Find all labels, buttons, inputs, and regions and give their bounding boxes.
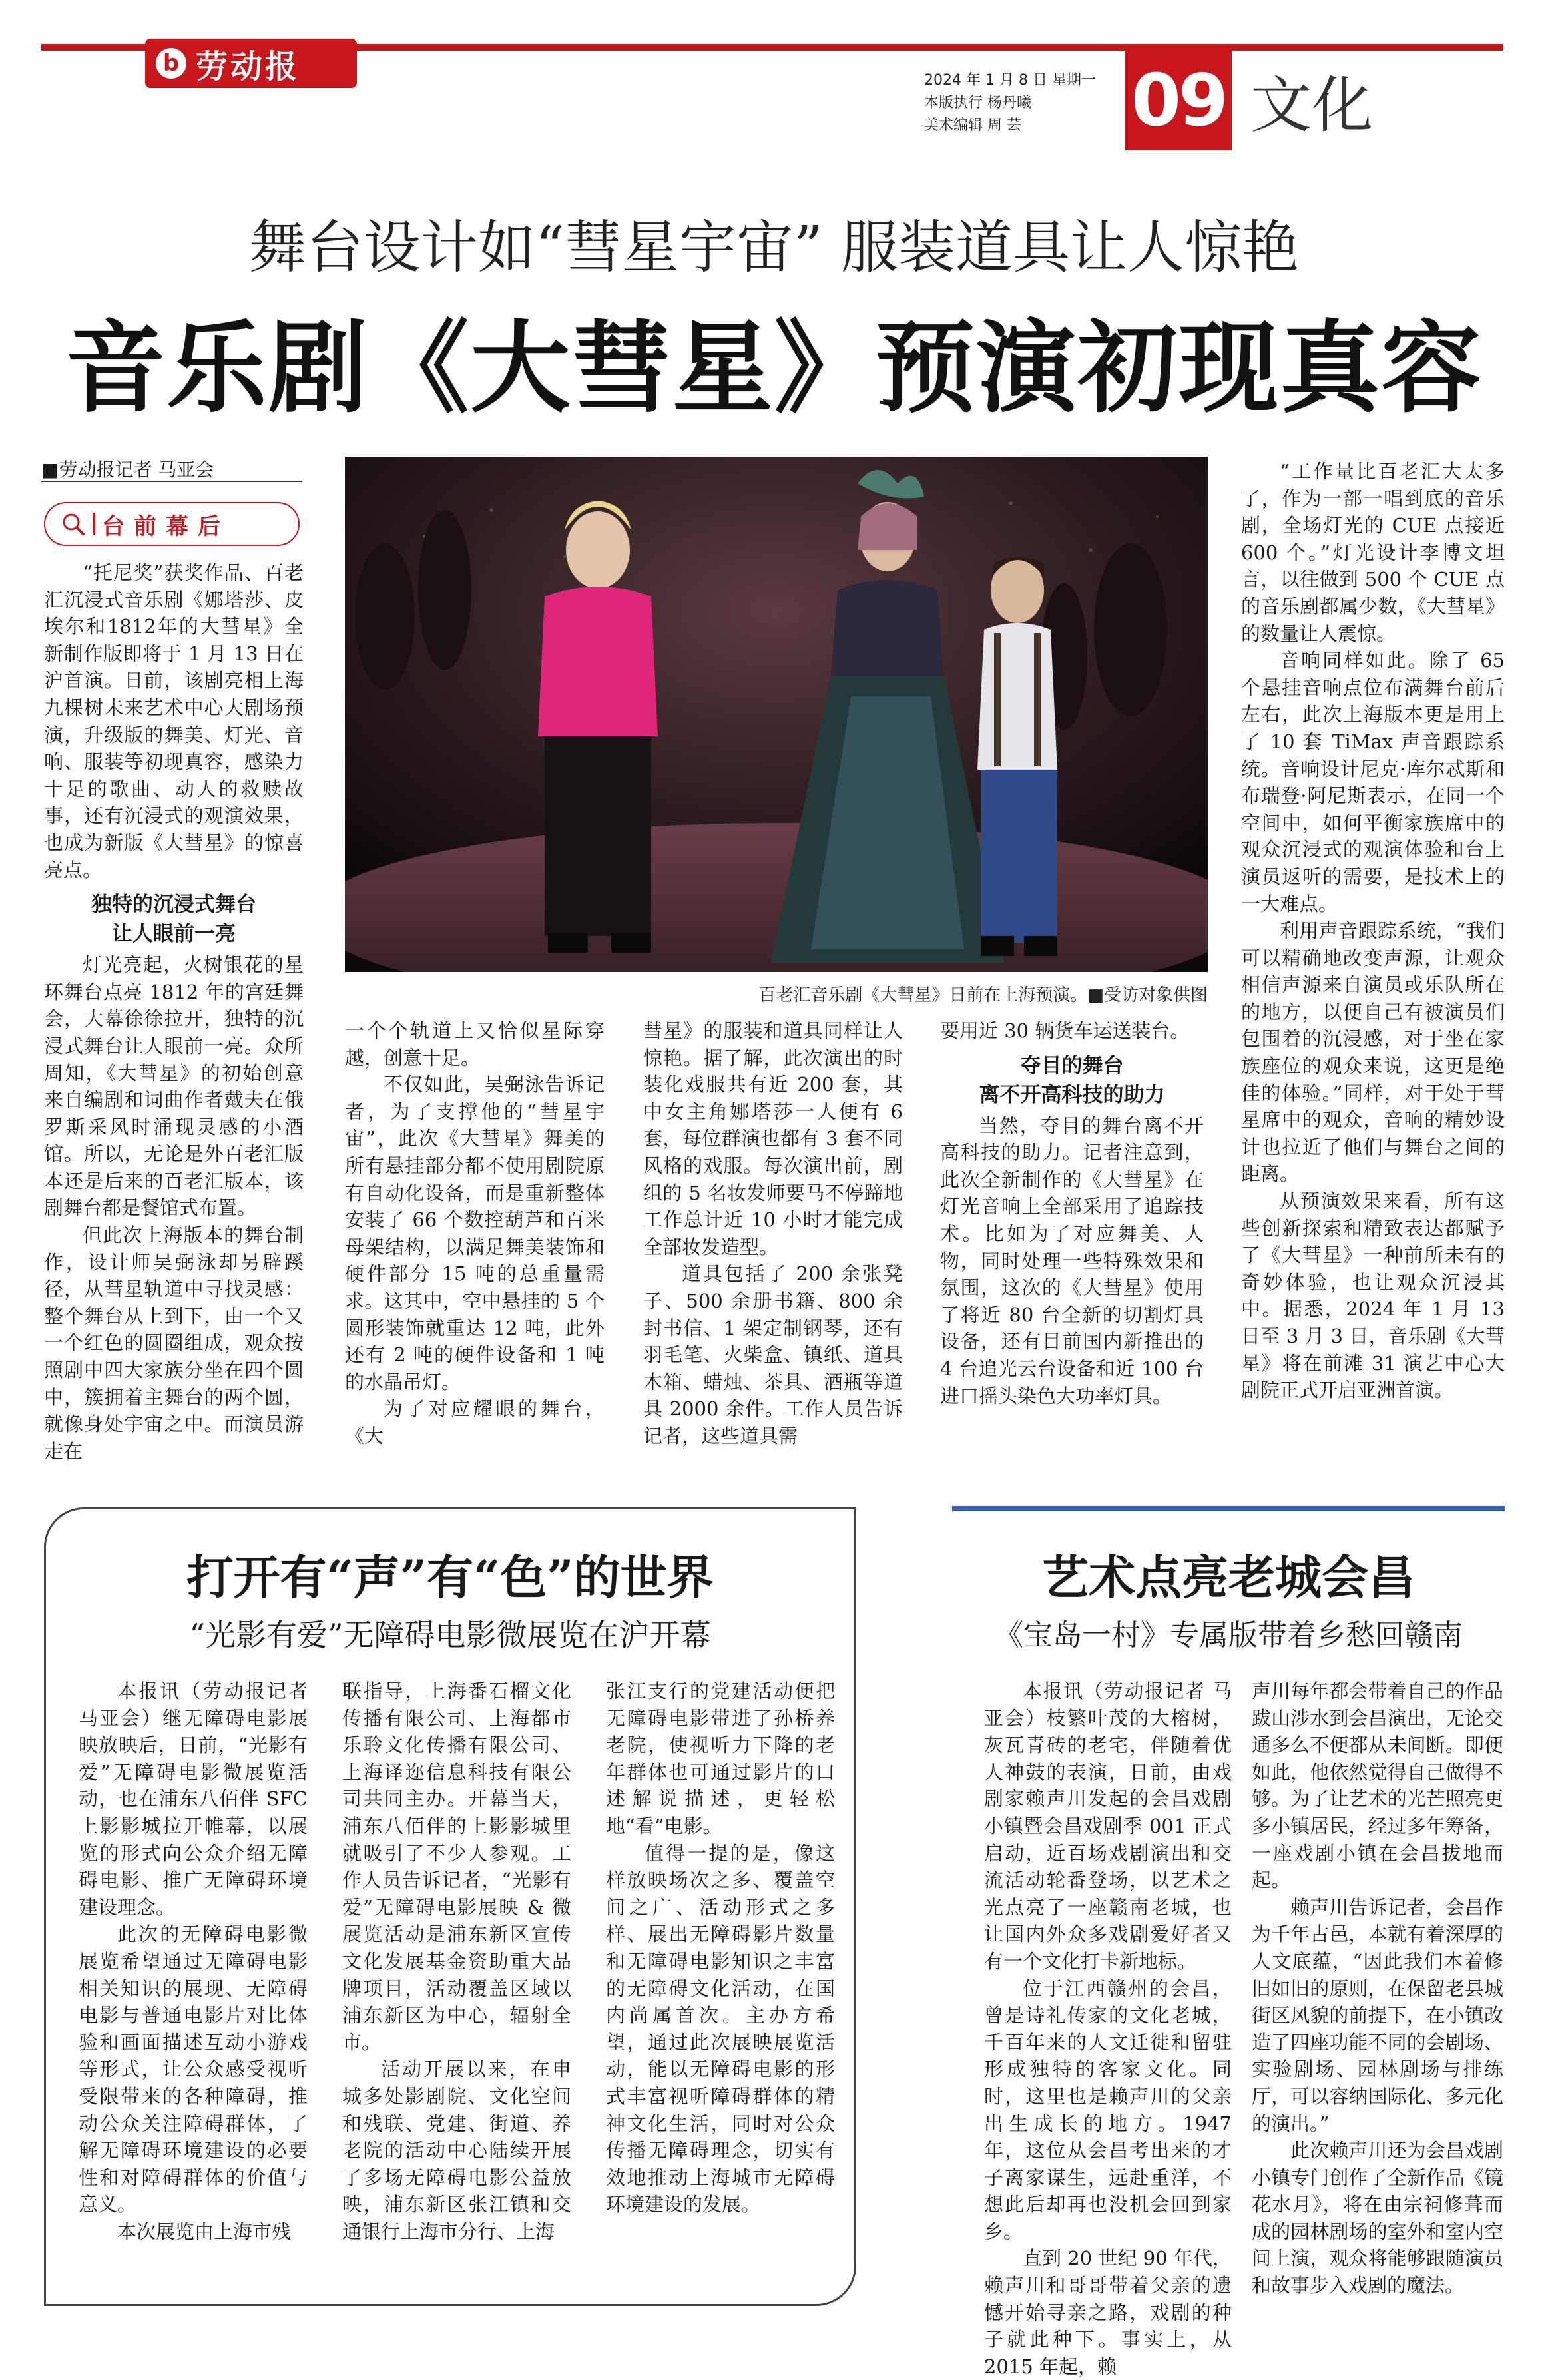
- lead-column-2: [345, 1017, 605, 1450]
- lead-column-5: [1241, 458, 1505, 1404]
- byline-rule: [41, 481, 302, 482]
- paragraph: 张江支行的党建活动便把无障碍电影带进了孙桥养老院，使视听力下降的老年群体也可通过影片的口述解说描述，更轻松地“看”电影。: [606, 1680, 835, 1837]
- paragraph: 从预演效果来看，所有这些创新探索和精致表达都赋予了《大彗星》一种前所未有的奇妙体验，也让观众沉浸其中。据悉，2024 年 1 月 13 日至 3 月 3 日，音乐剧《大彗星》将在前滩 31 演艺中心大剧院正式开启亚洲首演。: [1241, 1190, 1505, 1402]
- crosshead-line: 独特的沉浸式舞台: [91, 893, 256, 917]
- paragraph: 联指导，上海番石榴文化传播有限公司、上海都市乐聆文化传播有限公司、上海译迩信息科技有限公司共同主办。开幕当天，浦东八佰伴的上影影城里就吸引了不少人参观。工作人员告诉记者，“光影有爱”无障碍电影展映 & 微展览活动是浦东新区宣传文化发展基金资助重大品牌项目，活动覆盖区域以浦东新区为中心，辐射全市。: [342, 1680, 571, 2054]
- paragraph: 活动开展以来，在申城多处影剧院、文化空间和残联、党建、街道、养老院的活动中心陆续开展了多场无障碍电影公益放映，浦东新区张江镇和交通银行上海市分行、上海: [342, 2058, 571, 2243]
- paragraph: 赖声川告诉记者，会昌作为千年古邑，本就有着深厚的人文底蕴，“因此我们本着修旧如旧的原则，在保留老县城街区风貌的前提下，在小镇改造了四座功能不同的会剧场、实验剧场、园林剧场与排练厅，可以容纳国际化、多元化的演出。”: [1252, 1895, 1503, 2135]
- issue-meta: [924, 69, 1124, 137]
- paragraph: 直到 20 世纪 90 年代，赖声川和哥哥带着父亲的遗憾开始寻亲之路，戏剧的种子就此种下。事实上，从 2015 年起，赖: [984, 2247, 1232, 2378]
- stage-photo-image: [345, 457, 1208, 972]
- story3-column-1: [984, 1678, 1232, 2380]
- tag-divider: [93, 513, 95, 535]
- story2-column-3: [606, 1678, 835, 2218]
- stage-photo: [345, 457, 1208, 972]
- lead-column-1: [44, 559, 304, 1465]
- paragraph: 利用声音跟踪系统，“我们可以精确地改变声源，让观众相信声源来自演员或乐队所在的地方，以便自己有被演员们包围着的沉浸感，对于坐在家族座位的观众来说，这更是绝佳的体验。”同样，对于处于彗星席中的观众，音响的精妙设计也拉近了他们与舞台之间的距离。: [1241, 919, 1505, 1186]
- lead-subhead: 舞台设计如“彗星宇宙” 服装道具让人惊艳: [248, 214, 1300, 281]
- paragraph: 彗星》的服装和道具同样让人惊艳。据了解，此次演出的时装化戏服共有近 200 套，其中女主角娜塔莎一人便有 6 套，每位群演也都有 3 套不同风格的戏服。每次演出前，剧组的 5 名妆发师要马不停蹄地工作总计近 10 小时才能完成全部妆发造型。: [643, 1019, 903, 1258]
- page-number: 09: [1125, 51, 1232, 150]
- paragraph: “工作量比百老汇大太多了，作为一部一唱到底的音乐剧，全场灯光的 CUE 点接近 600 个。”灯光设计李博文坦言，以往做到 500 个 CUE 点的音乐剧都属少数，《大彗星》的数量让人震惊。: [1241, 460, 1505, 645]
- issue-date: 2024 年 1 月 8 日 星期一: [924, 72, 1096, 89]
- crosshead-line: 让人眼前一亮: [112, 922, 236, 947]
- paragraph: 本报讯（劳动报记者 马亚会）枝繁叶茂的大榕树，灰瓦青砖的老宅，伴随着优人神鼓的表演，日前，由戏剧家赖声川发起的会昌戏剧小镇暨会昌戏剧季 001 正式启动，近百场戏剧演出和交流活动轮番登场，以艺术之光点亮了一座赣南老城，也让国内外众多戏剧爱好者又有一个文化打卡新地标。: [984, 1680, 1232, 1973]
- paragraph: 声川每年都会带着自己的作品跋山涉水到会昌演出，无论交通多么不便都从未间断。即便如此，他依然觉得自己做得不够。为了让艺术的光芒照亮更多小镇居民，经过多年筹备，一座戏剧小镇在会昌拔地而起。: [1252, 1680, 1503, 1892]
- lead-headline: 音乐剧《大彗星》预演初现真容: [65, 310, 1483, 427]
- magnifier-icon: [60, 511, 87, 537]
- column-tag-label: 台前幕后: [102, 513, 230, 540]
- story3-headline: 艺术点亮老城会昌: [1042, 1550, 1415, 1605]
- crosshead-2: [940, 1051, 1204, 1110]
- crosshead-line: 夺目的舞台: [1020, 1053, 1124, 1078]
- art-editor: 美术编辑 周 芸: [924, 117, 1021, 134]
- paragraph: 道具包括了 200 余张凳子、500 余册书籍、800 余封书信、1 架定制钢琴，还有羽毛笔、火柴盒、镇纸、道具木箱、蜡烛、茶具、酒瓶等道具 2000 余件。工作人员告诉记者，这些道具需: [643, 1262, 903, 1447]
- story3-column-2: [1252, 1678, 1503, 2299]
- crosshead-line: 离不开高科技的助力: [979, 1082, 1165, 1107]
- paragraph: 音响同样如此。除了 65 个悬挂音响点位布满舞台前后左右，此次上海版本更是用上了 10 套 TiMax 声音跟踪系统。音响设计尼克·库尔忒斯和布瑞登·阿尼斯表示，在同一个空间中，如何平衡家族席中的观众沉浸式的观演体验和台上演员返听的需要，是技术上的一大难点。: [1241, 649, 1505, 915]
- paragraph: 本次展览由上海市残: [117, 2220, 292, 2243]
- paragraph: 此次的无障碍电影微展览希望通过无障碍电影相关知识的展现、无障碍电影与普通电影片对比体验和画面描述互动小游戏等形式，让公众感受视听受限带来的各种障碍，推动公众关注障碍群体，了解无障碍环境建设的必要性和对障碍群体的价值与意义。: [79, 1923, 308, 2216]
- story3-top-rule: [952, 1506, 1505, 1511]
- paragraph: 值得一提的是，像这样放映场次之多、覆盖空间之广、活动形式之多样、展出无障碍影片数量和无障碍电影知识之丰富的无障碍文化活动，在国内尚属首次。主办方希望，通过此次展映展览活动，能以无障碍电影的形式丰富视听障碍群体的精神文化生活，同时对公众传播无障碍理念，切实有效地推动上海城市无障碍环境建设的发展。: [606, 1841, 835, 2216]
- lead-column-4: [940, 1017, 1204, 1409]
- paragraph: 当然，夺目的舞台离不开高科技的助力。记者注意到，此次全新制作的《大彗星》在灯光音响上全部采用了追踪技术。比如为了对应舞美、人物，同时处理一些特殊效果和氛围，这次的《大彗星》使用了将近 80 台全新的切割灯具设备，还有目前国内新推出的 4 台追光云台设备和近 100 台进口摇头染色大功率灯具。: [940, 1114, 1204, 1407]
- logo-mark-icon: b: [156, 48, 186, 79]
- paragraph: 但此次上海版本的舞台制作，设计师吴弼泳却另辟蹊径，从彗星轨道中寻找灵感：整个舞台从上到下，由一个又一个红色的圆圈组成，观众按照剧中四大家族分坐在四个圆中，簇拥着主舞台的两个圆，就像身处宇宙之中。而演员游走在: [44, 1224, 304, 1463]
- paragraph: 要用近 30 辆货车运送装台。: [940, 1019, 1190, 1042]
- newspaper-logo: [145, 39, 357, 88]
- story2-subhead: “光影有爱”无障碍电影微展览在沪开幕: [189, 1617, 711, 1653]
- logo-name: 劳动报: [196, 47, 300, 85]
- column-tag: [44, 502, 300, 546]
- lead-column-3: [643, 1017, 903, 1450]
- paragraph: 位于江西赣州的会昌，曾是诗礼传家的文化老城，千百年来的人文迁徙和留驻形成独特的客家文化。同时，这里也是赖声川的父亲出生成长的地方。1947 年，这位从会昌考出来的才子离家谋生，远赴重洋，不想此后却再也没机会回到家乡。: [984, 1977, 1232, 2243]
- story3-subhead: 《宝岛一村》专属版带着乡愁回赣南: [994, 1618, 1463, 1652]
- reporter-byline: ■劳动报记者 马亚会: [41, 459, 214, 481]
- executive-editor: 本版执行 杨丹曦: [924, 95, 1031, 111]
- paragraph: “托尼奖”获奖作品、百老汇沉浸式音乐剧《娜塔莎、皮埃尔和1812年的大彗星》全新制作版即将于 1 月 13 日在沪首演。日前，该剧亮相上海九棵树未来艺术中心大剧场预演，升级版的舞美、灯光、音响、服装等初现真容，感染力十足的歌曲、动人的救赎故事，还有沉浸式的观演效果，也成为新版《大彗星》的惊喜亮点。: [44, 561, 304, 881]
- paragraph: 为了对应耀眼的舞台，《大: [345, 1397, 605, 1447]
- story2-headline: 打开有“声”有“色”的世界: [186, 1550, 714, 1605]
- paragraph: 本报讯（劳动报记者 马亚会）继无障碍电影展映放映后，日前，“光影有爱”无障碍电影微展览活动，也在浦东八佰伴 SFC 上影影城拉开帷幕，以展览的形式向公众介绍无障碍电影、推广无障碍环境建设理念。: [79, 1680, 308, 1919]
- paragraph: 此次赖声川还为会昌戏剧小镇专门创作了全新作品《镜花水月》，将在由宗祠修葺而成的园林剧场的室外和室内空间上演，观众将能够跟随演员和故事步入戏剧的魔法。: [1252, 2139, 1503, 2297]
- paragraph: 不仅如此，吴弼泳告诉记者，为了支撑他的“彗星宇宙”，此次《大彗星》舞美的所有悬挂部分都不使用剧院原有自动化设备，而是重新整体安装了 66 个数控葫芦和百米母架结构，以满足舞美装饰和硬件部分 15 吨的总重量需求。这其中，空中悬挂的 5 个圆形装饰就重达 12 吨，此外还有 2 吨的硬件设备和 1 吨的水晶吊灯。: [345, 1073, 605, 1393]
- photo-caption: 百老汇音乐剧《大彗星》日前在上海预演。■受访对象供图: [758, 985, 1208, 1005]
- paragraph: 灯光亮起，火树银花的星环舞台点亮 1812 年的宫廷舞会，大幕徐徐拉开，独特的沉浸式舞台让人眼前一亮。众所周知，《大彗星》的初始创意来自编剧和词曲作者戴夫在俄罗斯采风时涌现灵感的小酒馆。所以，无论是外百老汇版本还是后来的百老汇版本，该剧舞台都是餐馆式布置。: [44, 953, 304, 1220]
- section-name: 文化: [1250, 70, 1373, 141]
- crosshead-1: [44, 890, 304, 949]
- story2-column-2: [342, 1678, 571, 2245]
- paragraph: 一个个轨道上又恰似星际穿越，创意十足。: [345, 1019, 605, 1069]
- story2-column-1: [79, 1678, 308, 2245]
